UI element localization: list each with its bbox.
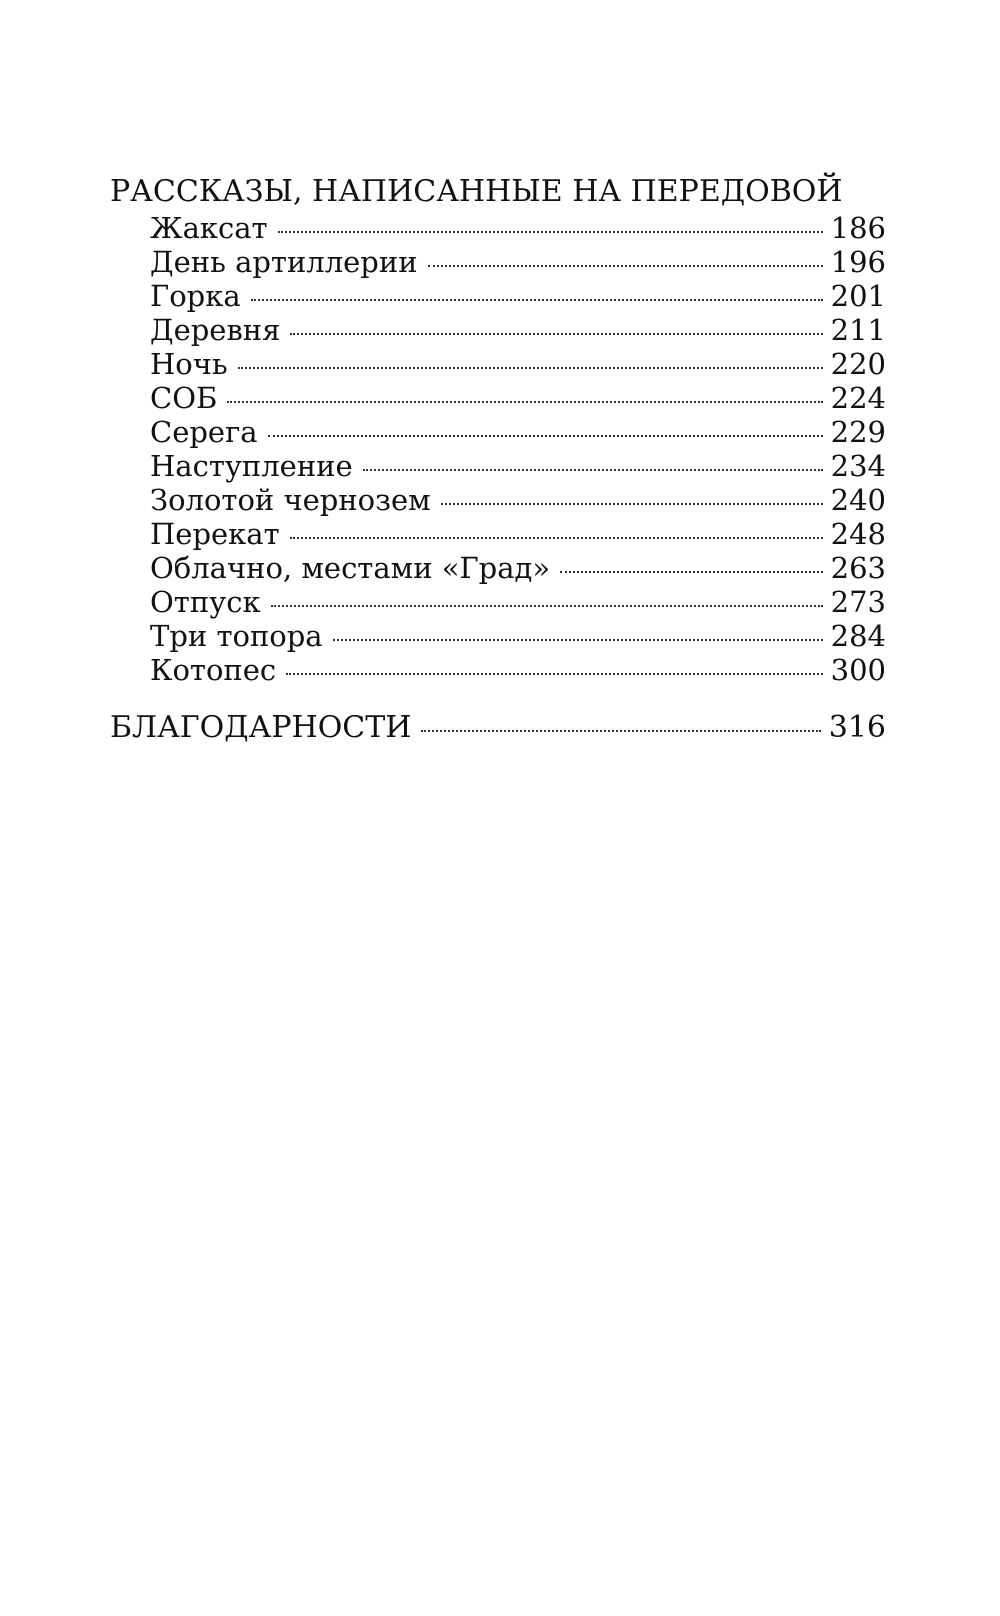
dot-leader [238,367,823,369]
dot-leader [363,469,823,471]
dot-leader [441,503,823,505]
dot-leader [286,673,823,675]
toc-entry-title: БЛАГОДАРНОСТИ [110,710,412,745]
toc-entry-title: Жаксат [150,211,268,245]
toc-entry-title: День артиллерии [150,245,418,279]
toc-entry-title: Облачно, местами «Град» [150,551,551,585]
toc-entry-page: 248 [830,517,886,551]
toc-entry-page: 273 [830,585,886,619]
dot-leader [290,333,822,335]
dot-leader [268,435,823,437]
toc-entry [150,653,886,687]
toc-entry [150,245,886,279]
toc-entry [150,415,886,449]
toc-entry-page: 220 [830,347,886,381]
toc-entry-page: 316 [828,710,886,745]
toc-entry-title: Наступление [150,449,353,483]
toc-entry-title: Горка [150,279,241,313]
dot-leader [560,571,823,573]
section-title: РАССКАЗЫ, НАПИСАННЫЕ НА ПЕРЕДОВОЙ [110,174,843,209]
toc-entry-title: СОБ [150,381,218,415]
toc-entry-title: Золотой чернозем [150,483,431,517]
toc-final-entry [110,711,886,745]
toc-entry-title: Отпуск [150,585,261,619]
toc-entry-title: Котопес [150,653,277,687]
toc-entry [150,381,886,415]
toc-entry [150,347,886,381]
toc-entry-page: 234 [830,449,886,483]
toc-entry-page: 196 [830,245,886,279]
dot-leader [278,231,823,233]
toc-entry [150,313,886,347]
toc-entry [150,449,886,483]
toc-entry-page: 240 [830,483,886,517]
toc-entry-page: 211 [830,313,886,347]
toc-entry [150,483,886,517]
dot-leader [227,401,822,403]
toc-entry [150,619,886,653]
toc-entry-page: 229 [830,415,886,449]
toc-entry-page: 263 [830,551,886,585]
dot-leader [421,730,820,732]
toc-entry-page: 284 [830,619,886,653]
toc-entry-title: Три топора [150,619,323,653]
dot-leader [271,605,823,607]
toc-entry-title: Серега [150,415,258,449]
toc-entry [150,585,886,619]
toc-entry [150,211,886,245]
toc-entry [150,517,886,551]
toc-entry-page: 201 [830,279,886,313]
toc-entry-page: 186 [830,211,886,245]
toc-entry-page: 300 [830,653,886,687]
dot-leader [251,299,823,301]
toc-entry [150,551,886,585]
toc-entry [150,279,886,313]
dot-leader [290,537,823,539]
toc-entry-title: Деревня [150,313,281,347]
toc-entry-title: Перекат [150,517,280,551]
dot-leader [428,265,823,267]
dot-leader [333,639,823,641]
toc-entry-page: 224 [830,381,886,415]
toc-entry-title: Ночь [150,347,228,381]
